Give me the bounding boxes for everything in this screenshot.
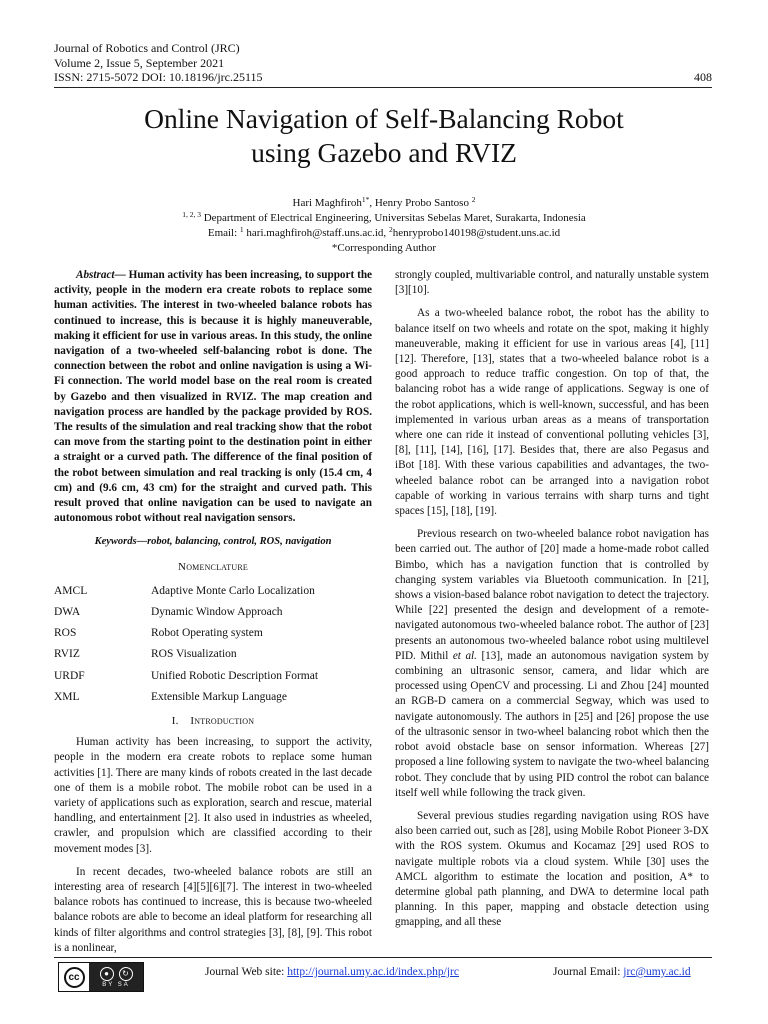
website-link[interactable]: http://journal.umy.ac.id/index.php/jrc: [287, 966, 459, 978]
footer-divider: [54, 957, 712, 958]
share-alike-icon: ↻: [119, 967, 133, 981]
right-paragraph-2-part-b: [13], made an autonomous navigation system by combining an ultrasonic sensor, camera, and lidar which are processed using OpenCV and processing. Li and Zhou [24] mounted an RGB-D camera on a commercial Segway, which was used to navigate autonomously. The authors in [25] and [26] propose the use of the ultrasonic sensor in two-wheel balancing robot which then the robot avoid obstacle base on sensor information. Whereas [27] proposed a line following system to navigate the two-wheel balancing robot. They conclude that by using PID control the robot can balance itself well while following the track given.: [395, 649, 709, 799]
paper-title: [0, 102, 768, 170]
nomenclature-abbr: RVIZ: [54, 648, 80, 661]
email-1-sup: 1: [239, 225, 244, 234]
journal-email-label: Journal Email:: [553, 966, 624, 978]
nomenclature-row: [54, 602, 372, 623]
abstract-text: Human activity has been increasing, to support the activity, people in the modern era create robots to replace some human activities. The interest in two-wheeled balance robots has continued to increase, this is because it is highly maneuverable, making it efficient for use in various areas. In this study, the online navigation of a two-wheeled self-balancing robot is done. The connection between the robot and online navigation is using a Wi-Fi connection. The world model base on the real room is created by Gazebo and then visualized in RVIZ. The map creation and navigation process are handled by the package provided by ROS. The results of the simulation and real tracking show that the robot can move from the starting point to the destination point in either a straight or a curved path. The difference of the final position of the robot between simulation and real tracking is only (15.4 cm, 4 cm) and (9.6 cm, 43 cm) for the straight and curved path. This result proved that online navigation can be used to navigate an autonomous robot without real navigation sensors.: [54, 269, 373, 525]
cc-license-badge[interactable]: [58, 962, 144, 992]
nomenclature-definition: Robot Operating system: [151, 627, 263, 640]
abstract-dash: —: [114, 269, 129, 281]
header-divider: [54, 87, 712, 88]
nomenclature-definition: Unified Robotic Description Format: [151, 669, 319, 682]
abstract: [54, 268, 372, 526]
right-paragraph-3: Several previous studies regarding navigation using ROS have also been carried out, such as [28], using Mobile Robot Pioneer 3-DX with the ROS system. Okumus and Kocamaz [29] used ROS to navigate multiple robots via a cloud system. While [30] uses the AMCL algorithm to estimate the location and position, A* to determine global path planning, and DWA to determine local path planning. In this paper, mapping and obstacle detection using gmapping, and all these: [395, 809, 709, 929]
nomenclature-abbr: URDF: [54, 669, 85, 682]
introduction-paragraph-2: In recent decades, two-wheeled balance robots are still an interesting area of research [4][5][6][7]. The interest in two-wheeled balance robots has continued to increase, this is because two-wheeled balance robots are able to become an ideal platform for researching all kinds of filter algorithms and control strategies [3], [8], [9]. This robot is a nonlinear,: [54, 865, 372, 954]
right-paragraph-0: strongly coupled, multivariable control, and naturally unstable system [3][10].: [395, 269, 709, 297]
right-paragraph-2: [395, 527, 709, 801]
author-block: [0, 196, 768, 256]
email-2: henryprobo140198@student.uns.ac.id: [392, 227, 561, 239]
nomenclature-heading: Nomenclature: [178, 560, 248, 573]
section-title: Introduction: [190, 714, 255, 727]
author-2: Henry Probo Santoso: [374, 197, 469, 209]
email-2-sup: 2: [388, 225, 393, 234]
journal-email-link[interactable]: jrc@umy.ac.id: [623, 966, 691, 978]
cc-icon: cc: [64, 967, 85, 988]
author-1: Hari Maghfiroh: [292, 197, 362, 209]
affiliation-text: Department of Electrical Engineering, Universitas Sebelas Maret, Surakarta, Indonesia: [200, 212, 586, 224]
paper-title-line-1: Online Navigation of Self-Balancing Robot: [144, 103, 624, 134]
author-emails: [0, 226, 768, 241]
corresponding-author: *Corresponding Author: [331, 242, 437, 254]
nomenclature-row: [54, 644, 372, 665]
nomenclature-abbr: AMCL: [54, 584, 88, 597]
email-1: hari.maghfiroh@staff.uns.ac.id,: [243, 227, 389, 239]
journal-name: Journal of Robotics and Control (JRC): [54, 41, 240, 55]
introduction-heading: [54, 714, 372, 729]
author-separator: ,: [369, 197, 375, 209]
footer-email: [553, 966, 691, 978]
nomenclature-definition: ROS Visualization: [151, 648, 237, 661]
right-column: [395, 268, 709, 939]
email-label: Email:: [207, 227, 240, 239]
nomenclature-row: [54, 581, 372, 602]
cc-license-text: BY SA: [102, 981, 130, 988]
nomenclature-row: [54, 666, 372, 687]
website-label: Journal Web site:: [205, 966, 288, 978]
journal-volume: Volume 2, Issue 5, September 2021: [54, 55, 225, 70]
nomenclature-abbr: DWA: [54, 606, 81, 619]
nomenclature-row: [54, 623, 372, 644]
keywords: Keywords—robot, balancing, control, ROS, navigation: [94, 536, 332, 548]
left-column: [54, 268, 372, 964]
person-icon: ●: [100, 967, 114, 981]
nomenclature-abbr: XML: [54, 690, 80, 703]
nomenclature-list: [54, 581, 372, 708]
author-2-sup: 2: [471, 195, 476, 204]
abstract-label: Abstract: [76, 269, 115, 281]
nomenclature-row: [54, 687, 372, 708]
section-number: I.: [171, 714, 179, 727]
et-al: et al.: [452, 649, 477, 662]
journal-issn-doi: ISSN: 2715-5072 DOI: 10.18196/jrc.25115: [54, 70, 263, 84]
nomenclature-definition: Dynamic Window Approach: [151, 606, 283, 619]
page-number: 408: [694, 70, 712, 84]
footer-website: [205, 966, 459, 978]
right-paragraph-2-part-a: Previous research on two-wheeled balance robot navigation has been carried out. The author of [20] made a home-made robot called Bimbo, which has a navigation function that is controlled by changing system variables via Bluetooth communication. In [21], shows a vision-based balance robot navigation to detect the trajectory. While [22] presented the design and development of a remote-navigated autonomous two-wheeled balance robot. The author of [23] presents an autonomous two-wheeled balance robot using multilevel PID. Mithil: [395, 528, 709, 662]
nomenclature-definition: Adaptive Monte Carlo Localization: [151, 584, 315, 597]
introduction-paragraph-1: Human activity has been increasing, to support the activity, people in the modern era create robots to replace some human activities [1]. There are many kinds of robots created in the last decade one of them is a mobile robot. The mobile robot can be used in a variety of applications such as exploration, search and rescue, material handling, and entertainment [2]. It also used in industries as wheeled, crawler, and propulsion which are classified according to their movement modes [3].: [54, 736, 372, 855]
nomenclature-definition: Extensible Markup Language: [151, 690, 288, 703]
journal-header: [54, 41, 263, 85]
author-names: [0, 196, 768, 211]
affiliation-sup: 1, 2, 3: [182, 210, 201, 219]
affiliation: [0, 211, 768, 226]
author-1-sup: 1*: [361, 195, 370, 204]
nomenclature-abbr: ROS: [54, 627, 77, 640]
right-paragraph-1: As a two-wheeled balance robot, the robot has the ability to balance itself on two wheels and rotate on the spot, making it highly maneuverable, making it efficient for use in various areas [4], [11][12]. Therefore, [13], states that a two-wheeled balance robot is a good approach to reduce traffic congestion. On top of that, the balancing robot has a wide range of applications. Segway is one of the robot applications, which is well-known, successful, and has been implemented in various urban areas as a means of transportation where one can ride it instead of conventional polluting vehicles [3], [8], [11], [14], [16], [17]. Besides that, there are also Pegasus and iBot [18]. With these various capabilities and advantages, the two-wheeled balance robot can be arranged into a navigation robot capable of working in various terrains with sharp turns and tight spaces [15], [18], [19].: [395, 307, 709, 518]
paper-title-line-2: using Gazebo and RVIZ: [251, 137, 517, 168]
